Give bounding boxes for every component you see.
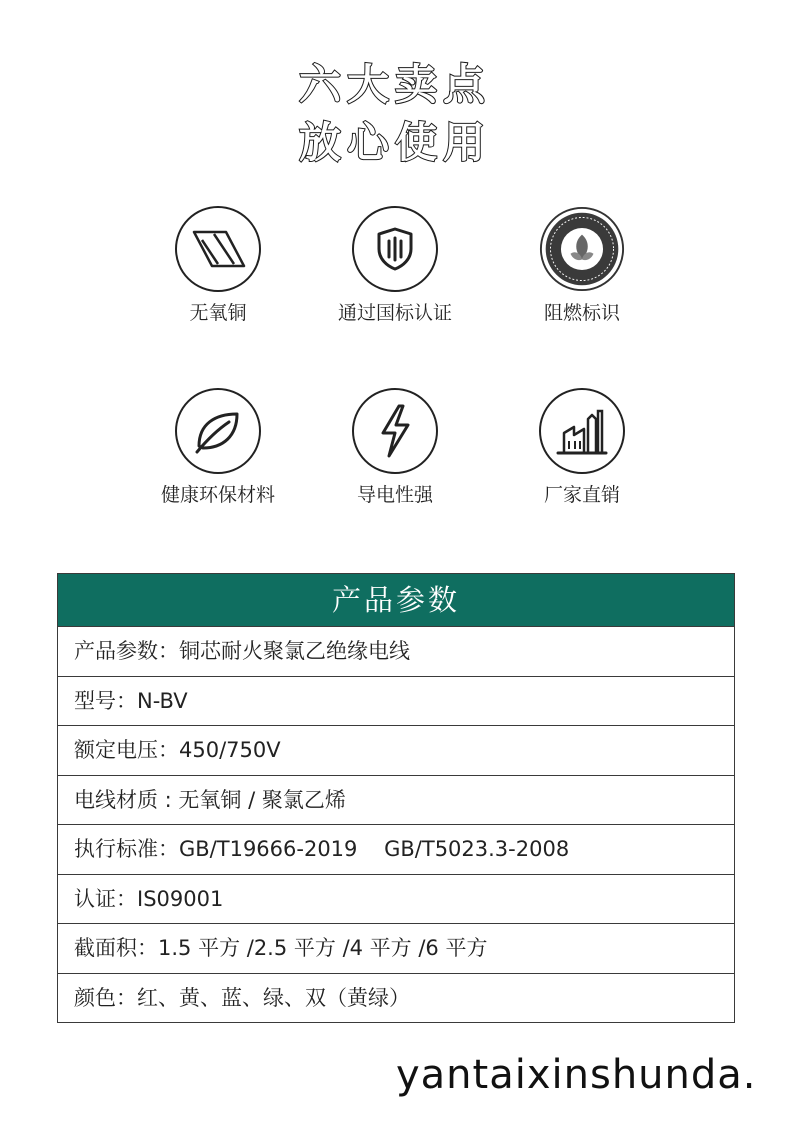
feature-eco-material	[118, 388, 318, 507]
feature-national-standard	[295, 206, 495, 325]
table-row: 产品参数：铜芯耐火聚氯乙绝缘电线	[58, 626, 734, 676]
product-parameters-table	[57, 573, 735, 1023]
copper-wire-icon	[175, 206, 261, 292]
lightning-icon	[352, 388, 438, 474]
table-header: 产品参数	[58, 574, 734, 626]
table-row: 额定电压：450/750V	[58, 725, 734, 775]
factory-icon	[539, 388, 625, 474]
feature-flame-retardant	[482, 206, 682, 325]
feature-oxygen-free-copper	[118, 206, 318, 325]
table-row: 颜色：红、黄、蓝、绿、双（黄绿）	[58, 973, 734, 1023]
feature-label: 阻燃标识	[543, 302, 620, 324]
feature-conductivity	[295, 388, 495, 507]
table-row: 执行标准：GB/T19666-2019 GB/T5023.3-2008	[58, 824, 734, 874]
leaf-icon	[175, 388, 261, 474]
feature-label: 通过国标认证	[337, 302, 452, 324]
feature-label: 无氧铜	[189, 302, 247, 324]
shield-icon	[352, 206, 438, 292]
table-row: 型号：N-BV	[58, 676, 734, 726]
table-row: 认证：IS09001	[58, 874, 734, 924]
feature-factory-direct	[482, 388, 682, 507]
watermark-text: yantaixinshunda.	[396, 1052, 757, 1098]
title-line-1: 六大卖点	[298, 60, 491, 109]
title-line-2: 放心使用	[298, 118, 491, 167]
feature-label: 厂家直销	[543, 484, 620, 506]
feature-label: 健康环保材料	[160, 484, 275, 506]
table-row: 截面积：1.5 平方 /2.5 平方 /4 平方 /6 平方	[58, 923, 734, 973]
certification-seal-icon	[539, 206, 625, 292]
feature-label: 导电性强	[356, 484, 433, 506]
table-row: 电线材质 : 无氧铜 / 聚氯乙烯	[58, 775, 734, 825]
